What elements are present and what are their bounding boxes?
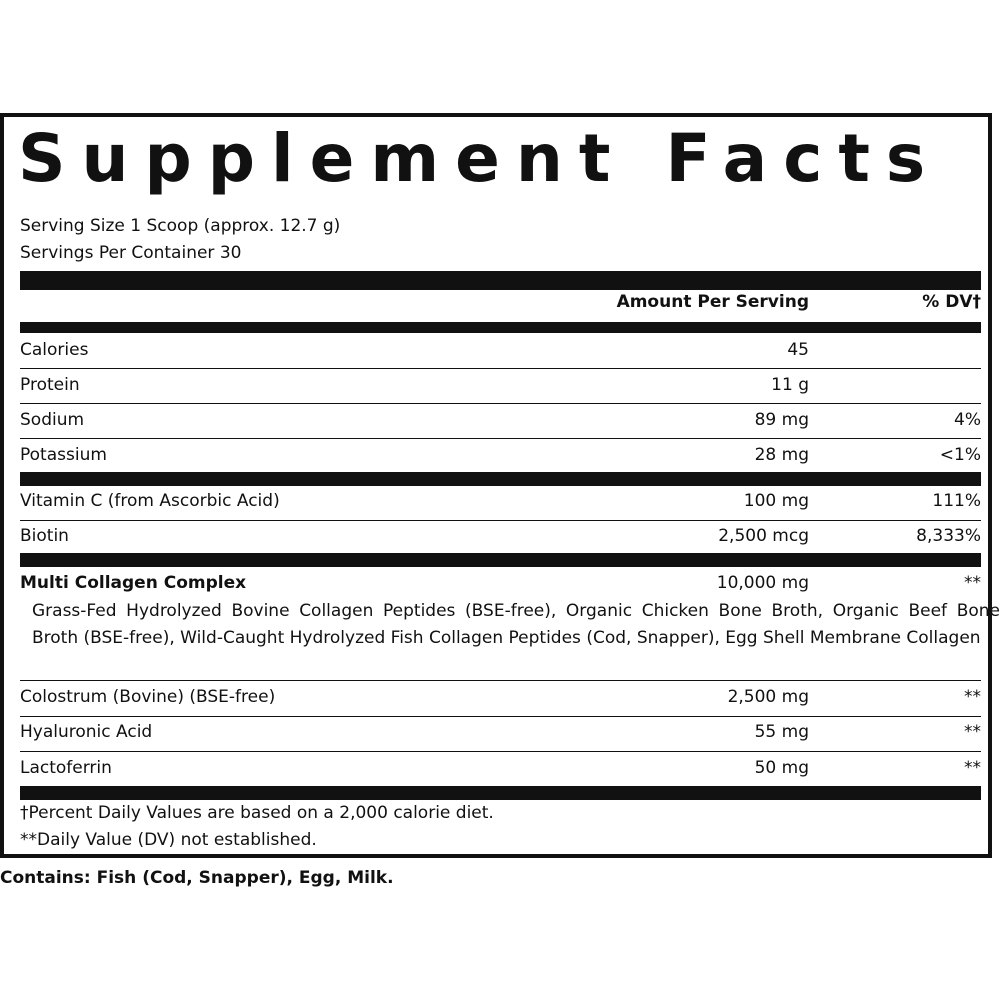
ingredient-dv: ** <box>964 722 981 742</box>
row-divider <box>20 438 981 439</box>
medium-divider <box>20 322 981 333</box>
ingredient-row-lactoferrin <box>20 758 981 786</box>
nutrient-row-protein <box>20 375 981 403</box>
row-divider <box>20 403 981 404</box>
nutrient-dv: 4% <box>954 410 981 430</box>
nutrient-row-biotin <box>20 526 981 554</box>
row-divider <box>20 716 981 717</box>
ingredient-name: Lactoferrin <box>20 758 112 778</box>
nutrient-row-calories <box>20 340 981 368</box>
ingredient-amount: 2,500 mg <box>727 687 809 707</box>
nutrient-name: Potassium <box>20 445 107 465</box>
nutrient-amount: 45 <box>787 340 809 360</box>
medium-divider <box>20 553 981 567</box>
row-divider <box>20 368 981 369</box>
row-divider <box>20 751 981 752</box>
ingredient-dv: ** <box>964 687 981 707</box>
panel-title: Supplement Facts <box>18 120 942 197</box>
medium-divider <box>20 786 981 800</box>
ingredient-amount: 55 mg <box>754 722 809 742</box>
row-divider <box>20 520 981 521</box>
blend-row-multi-collagen-complex <box>20 573 981 601</box>
nutrient-row-sodium <box>20 410 981 438</box>
ingredient-amount: 50 mg <box>754 758 809 778</box>
nutrient-amount: 100 mg <box>743 491 809 511</box>
serving-size: Serving Size 1 Scoop (approx. 12.7 g) <box>20 216 341 236</box>
nutrient-amount: 28 mg <box>754 445 809 465</box>
blend-amount: 10,000 mg <box>716 573 809 593</box>
nutrient-amount: 2,500 mcg <box>718 526 809 546</box>
nutrient-row-potassium <box>20 445 981 473</box>
nutrient-dv: <1% <box>939 445 981 465</box>
nutrient-name: Calories <box>20 340 89 360</box>
nutrient-name: Protein <box>20 375 80 395</box>
row-divider <box>20 680 981 681</box>
footnote-dv-not-established: **Daily Value (DV) not established. <box>20 830 317 850</box>
ingredient-row-colostrum <box>20 687 981 715</box>
nutrient-amount: 11 g <box>771 375 809 395</box>
thick-divider <box>20 271 981 290</box>
blend-dv: ** <box>964 573 981 593</box>
blend-name: Multi Collagen Complex <box>20 573 247 593</box>
nutrient-name: Sodium <box>20 410 85 430</box>
daily-value-header: % DV† <box>922 292 981 312</box>
ingredient-name: Hyaluronic Acid <box>20 722 153 742</box>
nutrient-row-vitamin-c <box>20 491 981 519</box>
servings-per-container: Servings Per Container 30 <box>20 243 242 263</box>
allergen-statement: Contains: Fish (Cod, Snapper), Egg, Milk. <box>0 868 394 888</box>
blend-ingredients: Grass-Fed Hydrolyzed Bovine Collagen Peptides (BSE-free), Organic Chicken Bone Broth, Organic Beef Bone Broth (BSE-free), Wild-Caught Hydrolyzed Fish Collagen Peptides (Cod, Snapper), Egg Shell Membrane Collagen <box>32 601 1000 648</box>
ingredient-dv: ** <box>964 758 981 778</box>
ingredient-row-hyaluronic-acid <box>20 722 981 750</box>
medium-divider <box>20 472 981 486</box>
nutrient-name: Vitamin C (from Ascorbic Acid) <box>20 491 280 511</box>
footnote-percent-daily-values: †Percent Daily Values are based on a 2,000 calorie diet. <box>20 803 494 823</box>
nutrient-dv: 111% <box>932 491 981 511</box>
amount-per-serving-header: Amount Per Serving <box>616 292 809 312</box>
nutrient-dv: 8,333% <box>916 526 981 546</box>
nutrient-name: Biotin <box>20 526 69 546</box>
ingredient-name: Colostrum (Bovine) (BSE-free) <box>20 687 276 707</box>
nutrient-amount: 89 mg <box>754 410 809 430</box>
